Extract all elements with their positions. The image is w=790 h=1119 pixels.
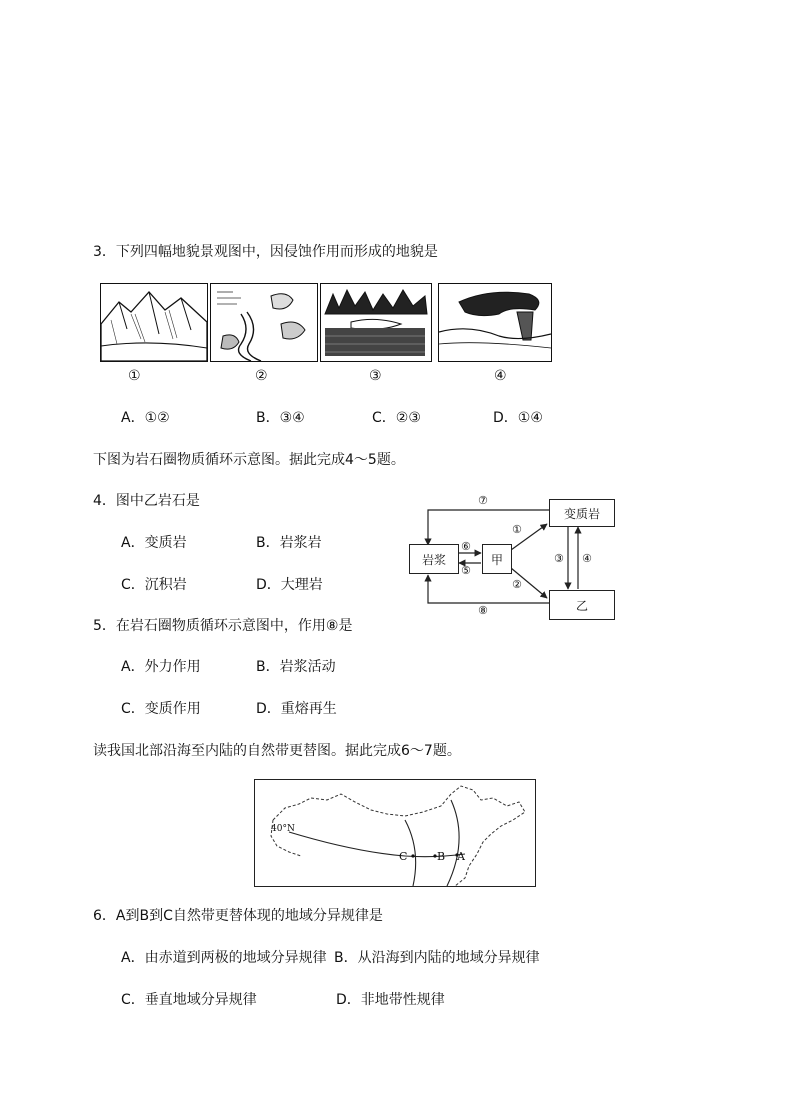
arrow-label-1: ①	[512, 523, 522, 536]
q4-option-c: C．沉积岩	[121, 577, 187, 593]
arrow-label-2: ②	[512, 578, 522, 591]
yi-box: 乙	[549, 590, 615, 620]
q3-stem: 3．下列四幅地貌景观图中，因侵蚀作用而形成的地貌是	[93, 244, 438, 260]
image-label-3: ③	[369, 368, 382, 384]
natural-zone-map	[254, 779, 536, 887]
image-label-4: ④	[494, 368, 507, 384]
q5-option-c: C．变质作用	[121, 701, 201, 717]
arrow-label-8: ⑧	[478, 604, 488, 617]
metamorphic-box: 变质岩	[549, 499, 615, 527]
q3-option-d: D．①④	[493, 410, 543, 426]
q4-option-d: D．大理岩	[256, 577, 323, 593]
q6-option-c: C．垂直地域分异规律	[121, 992, 257, 1008]
q3-option-a: A．①②	[121, 410, 170, 426]
q5-option-d: D．重熔再生	[256, 701, 337, 717]
map-point-a: A	[457, 850, 465, 863]
q4-option-b: B．岩浆岩	[256, 535, 322, 551]
arrow-label-4: ④	[582, 552, 592, 565]
arrow-label-6: ⑥	[461, 540, 471, 553]
intro-4-5: 下图为岩石圈物质循环示意图。据此完成4～5题。	[93, 452, 405, 468]
q6-stem: 6．A到B到C自然带更替体现的地域分异规律是	[93, 908, 383, 924]
q4-option-a: A．变质岩	[121, 535, 187, 551]
magma-box: 岩浆	[409, 544, 459, 574]
q6-option-b: B．从沿海到内陆的地域分异规律	[334, 950, 540, 966]
q6-option-a: A．由赤道到两极的地域分异规律	[121, 950, 327, 966]
landform-image-4	[438, 283, 552, 362]
q4-stem: 4．图中乙岩石是	[93, 493, 200, 509]
q3-option-b: B．③④	[256, 410, 305, 426]
arrow-label-7: ⑦	[478, 494, 488, 507]
q5-option-b: B．岩浆活动	[256, 659, 336, 675]
map-point-c: C	[399, 850, 408, 863]
image-label-1: ①	[128, 368, 141, 384]
latitude-label: 40°N	[271, 824, 295, 834]
q5-option-a: A．外力作用	[121, 659, 201, 675]
image-label-2: ②	[255, 368, 268, 384]
jia-box: 甲	[482, 544, 512, 574]
intro-6-7: 读我国北部沿海至内陆的自然带更替图。据此完成6～7题。	[93, 743, 461, 759]
rock-cycle-diagram	[400, 490, 620, 625]
arrow-label-5: ⑤	[461, 564, 471, 577]
landform-image-3	[320, 283, 432, 362]
q6-option-d: D．非地带性规律	[336, 992, 445, 1008]
q3-option-c: C．②③	[372, 410, 421, 426]
arrow-label-3: ③	[554, 552, 564, 565]
map-point-b: B	[437, 850, 446, 863]
landform-image-1	[100, 283, 208, 362]
landform-image-2	[210, 283, 318, 362]
q5-stem: 5．在岩石圈物质循环示意图中，作用⑧是	[93, 618, 353, 634]
